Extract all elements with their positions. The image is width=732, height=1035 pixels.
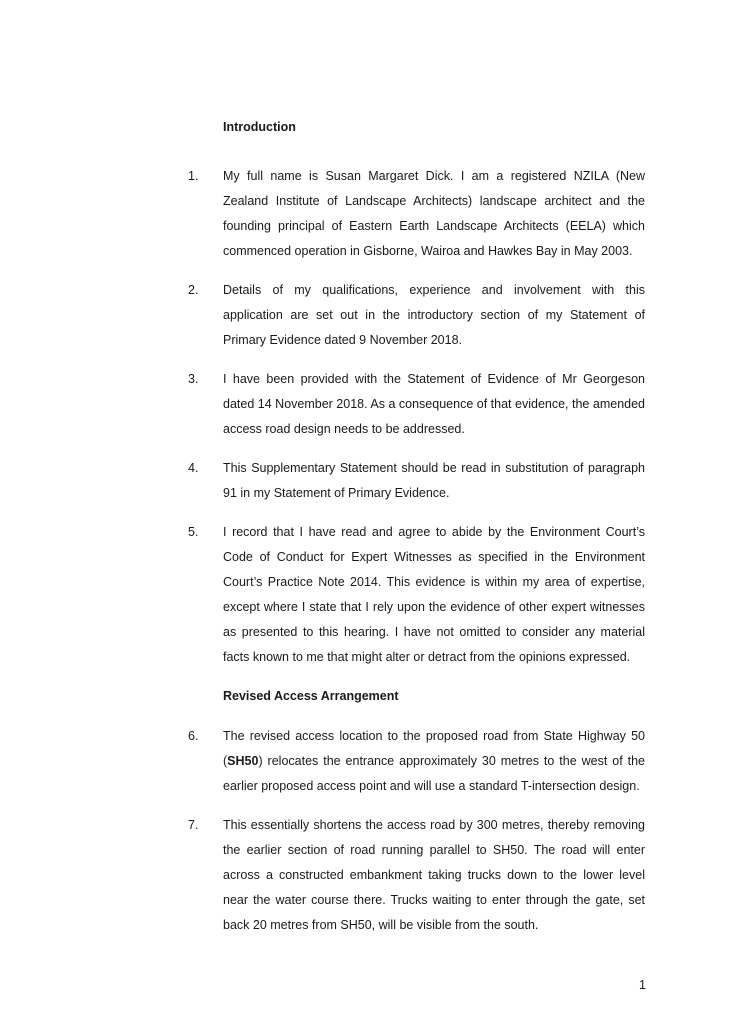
paragraph-text: This Supplementary Statement should be read in substitution of paragraph 91 in my Statement of Primary Evidence. <box>223 461 645 500</box>
text-segment: The revised access location to the proposed road from State Highway 50 ( <box>223 729 645 768</box>
paragraph-text: This essentially shortens the access road by 300 metres, thereby removing the earlier section of road running parallel to SH50. The road will enter across a constructed embankment taking trucks down to the lower level near the water course there. Trucks waiting to enter through the gate, set back 20 metres from SH50, will be visible from the south. <box>223 818 645 932</box>
paragraph-text: I have been provided with the Statement of Evidence of Mr Georgeson dated 14 November 2018. As a consequence of that evidence, the amended access road design needs to be addressed. <box>223 372 645 436</box>
paragraph-text <box>223 724 645 799</box>
paragraph-text: My full name is Susan Margaret Dick. I am a registered NZILA (New Zealand Institute of Landscape Architects) landscape architect and the founding principal of Eastern Earth Landscape Architects (EELA) which commenced operation in Gisborne, Wairoa and Hawkes Bay in May 2003. <box>223 169 645 258</box>
sh50-abbreviation: SH50 <box>227 754 259 768</box>
text-segment: ) relocates the entrance approximately 30 metres to the west of the earlier proposed access point and will use a standard T-intersection design. <box>223 754 645 793</box>
paragraph-number: 7. <box>188 818 199 832</box>
introduction-heading: Introduction <box>223 120 296 134</box>
paragraph-number: 4. <box>188 461 199 475</box>
paragraph-text: I record that I have read and agree to abide by the Environment Court’s Code of Conduct for Expert Witnesses as specified in the Environment Court’s Practice Note 2014. This evidence is within my area of expertise, except where I state that I rely upon the evidence of other expert witnesses as presented to this hearing. I have not omitted to consider any material facts known to me that might alter or detract from the opinions expressed. <box>223 525 645 664</box>
paragraph-number: 1. <box>188 169 199 183</box>
paragraph-number: 6. <box>188 729 199 743</box>
paragraph-number: 3. <box>188 372 199 386</box>
paragraph-text: Details of my qualifications, experience and involvement with this application are set out in the introductory section of my Statement of Primary Evidence dated 9 November 2018. <box>223 283 645 347</box>
revised-access-heading: Revised Access Arrangement <box>223 689 399 703</box>
paragraph-number: 2. <box>188 283 199 297</box>
page-number: 1 <box>639 978 646 992</box>
paragraph-number: 5. <box>188 525 199 539</box>
